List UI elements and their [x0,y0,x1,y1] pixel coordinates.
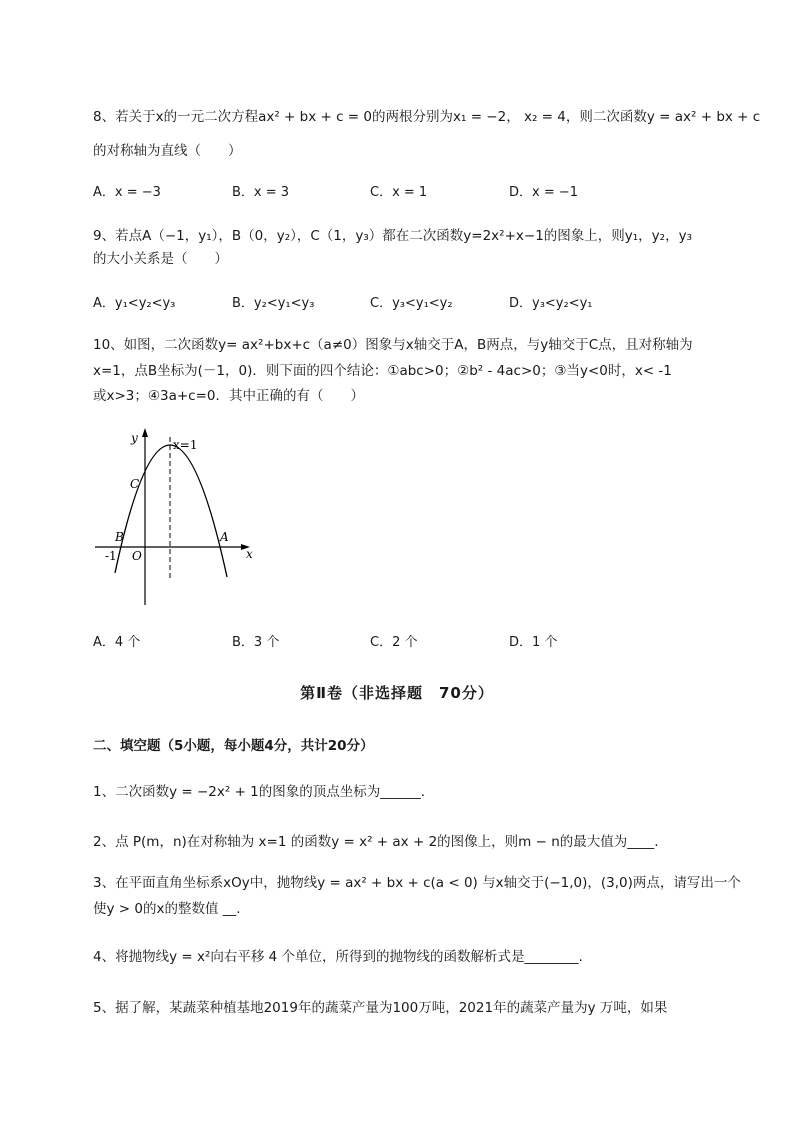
q10-text-line3: 或x>3；④3a+c=0．其中正确的有（ ） [93,388,364,404]
q10-option-b: B．3 个 [232,635,280,650]
q9-text-line2: 的大小关系是（ ） [93,251,228,267]
q9-option-b: B．y₂<y₁<y₃ [232,296,315,311]
q10-option-d: D．1 个 [509,635,558,650]
q10-text-line2: x=1，点B坐标为(－1，0)．则下面的四个结论：①abc>0；②b² - 4ac>0；③当y<0时，x< -1 [93,363,672,379]
q8-text-line2: 的对称轴为直线（ ） [93,143,242,159]
part2-title: 第Ⅱ卷（非选择题 70分） [300,684,494,702]
point-b-label: B [115,530,124,544]
q8-text-line1: 8、若关于x的一元二次方程ax² + bx + c = 0的两根分别为x₁ = −2， x₂ = 4，则二次函数y = ax² + bx + c [93,109,761,125]
q9-option-c: C．y₃<y₁<y₂ [370,296,453,311]
fill-question-3-line2: 使y > 0的x的整数值 __. [93,901,241,917]
q8-option-b: B．x = 3 [232,185,290,200]
fill-question-5: 5、据了解，某蔬菜种植基地2019年的蔬菜产量为100万吨，2021年的蔬菜产量为y 万吨，如果 [93,1000,668,1016]
fill-question-4: 4、将抛物线y = x²向右平移 4 个单位，所得到的抛物线的函数解析式是________. [93,949,583,965]
q9-option-d: D．y₃<y₂<y₁ [509,296,593,311]
q9-option-a: A．y₁<y₂<y₃ [93,296,176,311]
q8-option-a: A．x = −3 [93,185,161,200]
fill-question-2: 2、点 P(m，n)在对称轴为 x=1 的函数y = x² + ax + 2的图像上，则m − n的最大值为____. [93,834,659,850]
q10-option-c: C．2 个 [370,635,418,650]
x-axis-label: x [246,547,253,561]
q10-option-a: A．4 个 [93,635,141,650]
fill-question-1: 1、二次函数y = −2x² + 1的图象的顶点坐标为______. [93,784,426,800]
q8-option-d: D．x = −1 [509,185,579,200]
parabola-figure [95,425,270,610]
fill-question-3-line1: 3、在平面直角坐标系xOy中，抛物线y = ax² + bx + c(a < 0) 与x轴交于(−1,0)，(3,0)两点，请写出一个 [93,875,741,891]
y-axis-label: y [131,431,138,445]
point-a-label: A [220,530,229,544]
q10-text-line1: 10、如图，二次函数y= ax²+bx+c（a≠0）图象与x轴交于A，B两点，与y轴交于C点，且对称轴为 [93,337,693,353]
section2-heading: 二、填空题（5小题，每小题4分，共计20分） [93,738,374,754]
point-c-label: C [130,477,140,491]
origin-label: O [132,549,142,563]
tick-neg1-label: -1 [105,549,117,563]
q8-option-c: C．x = 1 [370,185,428,200]
y-axis-arrow [142,428,148,437]
q9-text-line1: 9、若点A（−1，y₁），B（0，y₂），C（1，y₃）都在二次函数y=2x²+x−1的图象上，则y₁，y₂，y₃ [93,228,692,244]
symmetry-axis-label: x=1 [173,438,198,452]
